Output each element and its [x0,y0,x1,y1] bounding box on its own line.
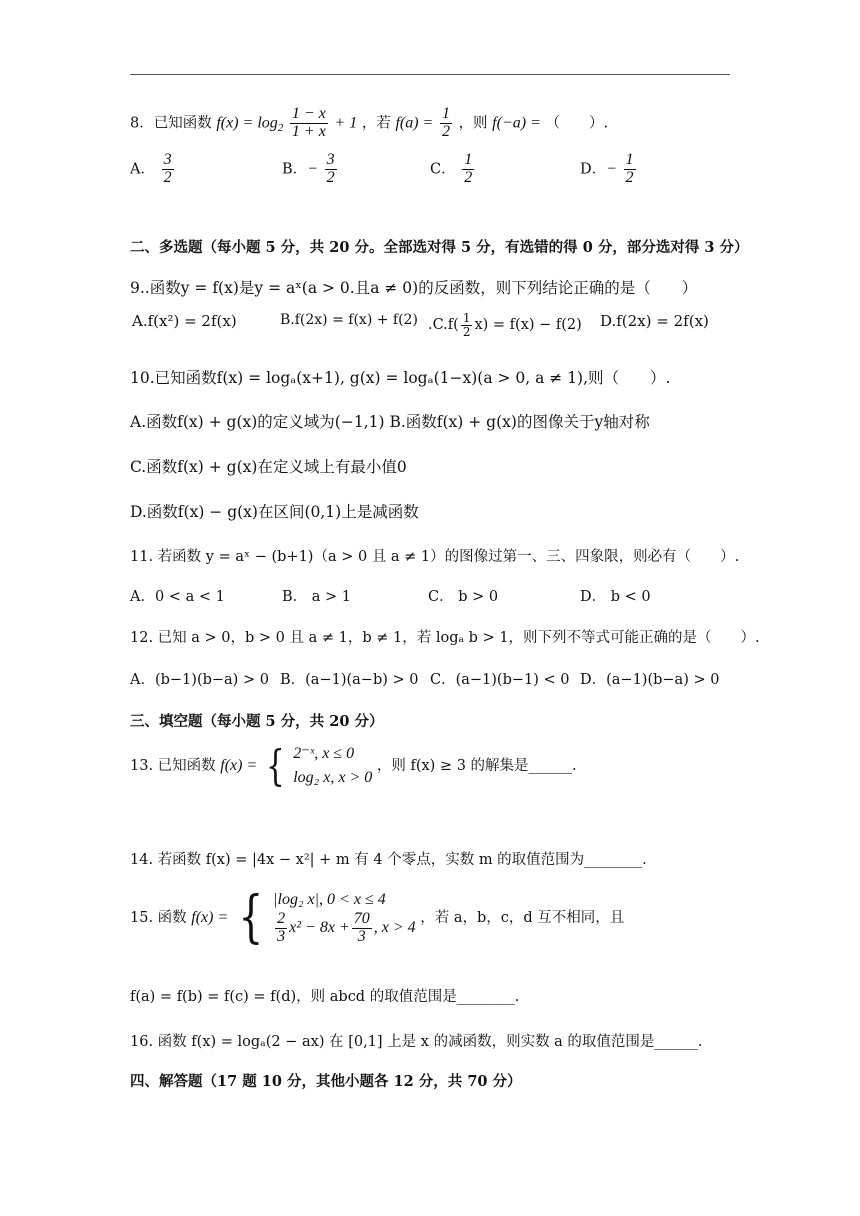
q13-pieces: 2⁻ˣ, x ≤ 0 log₂ x, x > 0 [293,745,373,786]
q12-option-a: A．(b−1)(b−a) > 0 [130,672,269,688]
q8-option-a: A． $\frac{3}{2}$ [130,151,172,186]
q8-option-c: C． $\frac{1}{2}$ [430,151,473,186]
q9-option-c: .C.f( $\frac{1}{2}$ x) = f(x) − f(2) [428,311,582,339]
q10-options-ab: A.函数f(x) + g(x)的定义域为(−1,1) B.函数f(x) + g(x)的图像关于y轴对称 [130,413,650,431]
q10-option-c: C.函数f(x) + g(x)在定义域上有最小值0 [130,458,407,476]
question-8: 8．已知函数 $f(x) = \log_2$ $\frac{1 - x}{1 + x}$ + 1 ，若 f(a) = $\frac{1}{2}$ ，则 f(−a) = （ ）. [130,105,609,140]
question-15-line-2: f(a) = f(b) = f(c) = f(d)，则 abcd 的取值范围是________. [130,989,520,1005]
q8-fraction: $\frac{1 - x}{1 + x}$ [291,105,326,140]
q9-option-b: B.f(2x) = f(x) + f(2) [280,312,418,328]
q10-option-d: D.函数f(x) − g(x)在区间(0,1)上是减函数 [130,503,419,521]
q11-option-c: C． b > 0 [428,589,499,605]
section-2-title: 二、多选题（每小题 5 分，共 20 分。全部选对得 5 分，有选错的得 0 分，部分选对得 3 分） [130,239,749,256]
question-11-stem: 11. 若函数 y = aˣ − (b+1)（a > 0 且 a ≠ 1）的图像过第一、三、四象限，则必有（ ）. [130,549,740,565]
q12-option-b: B．(a−1)(a−b) > 0 [280,672,419,688]
question-12-stem: 12. 已知 a > 0，b > 0 且 a ≠ 1，b ≠ 1，若 logₐ b > 1，则下列不等式可能正确的是（ ）. [130,630,760,646]
question-9-stem: 9..函数y = f(x)是y = aˣ(a > 0.且a ≠ 0)的反函数，则下列结论正确的是（ ） [130,279,698,297]
q11-option-b: B． a > 1 [282,589,352,605]
question-15: 15. 函数 f(x) = { |log₂ x|, 0 < x ≤ 4 $\frac{2}{3}$ x² − 8x + $\frac{70}{3}$ , x > 4 ，若 a，b，c，d 互不相同，且 [130,885,625,950]
question-16: 16. 函数 f(x) = logₐ(2 − ax) 在 [0,1] 上是 x 的减函数，则实数 a 的取值范围是______. [130,1034,703,1050]
q12-option-c: C．(a−1)(b−1) < 0 [430,672,570,688]
question-14: 14. 若函数 f(x) = |4x − x²| + m 有 4 个零点，实数 m 的取值范围为________. [130,852,647,868]
q11-option-d: D． b < 0 [580,589,651,605]
section-3-title: 三、填空题（每小题 5 分，共 20 分） [130,713,384,730]
section-4-title: 四、解答题（17 题 10 分，其他小题各 12 分，共 70 分） [130,1073,522,1090]
left-brace: { [265,741,285,790]
q8-cond-fraction: $\frac{1}{2}$ [441,105,450,140]
q9-option-a: A.f(x²) = 2f(x) [132,312,237,330]
left-brace: { [238,885,264,950]
q11-option-a: A．0 < a < 1 [130,589,225,605]
question-13: 13. 已知函数 f(x) = { 2⁻ˣ, x ≤ 0 log₂ x, x > 0 ，则 f(x) ≥ 3 的解集是______. [130,741,577,790]
question-10-stem: 10.已知函数f(x) = logₐ(x+1), g(x) = logₐ(1−x)(a > 0, a ≠ 1),则（ ）. [130,369,671,387]
q15-pieces: |log₂ x|, 0 < x ≤ 4 $\frac{2}{3}$ x² − 8x + $\frac{70}{3}$ , x > 4 [273,891,416,945]
q9-option-d: D.f(2x) = 2f(x) [600,312,709,330]
q12-option-d: D．(a−1)(b−a) > 0 [580,672,720,688]
header-rule [130,74,730,75]
q8-option-d: D．− $\frac{1}{2}$ [580,151,634,186]
q8-option-b: B．− $\frac{3}{2}$ [282,151,335,186]
